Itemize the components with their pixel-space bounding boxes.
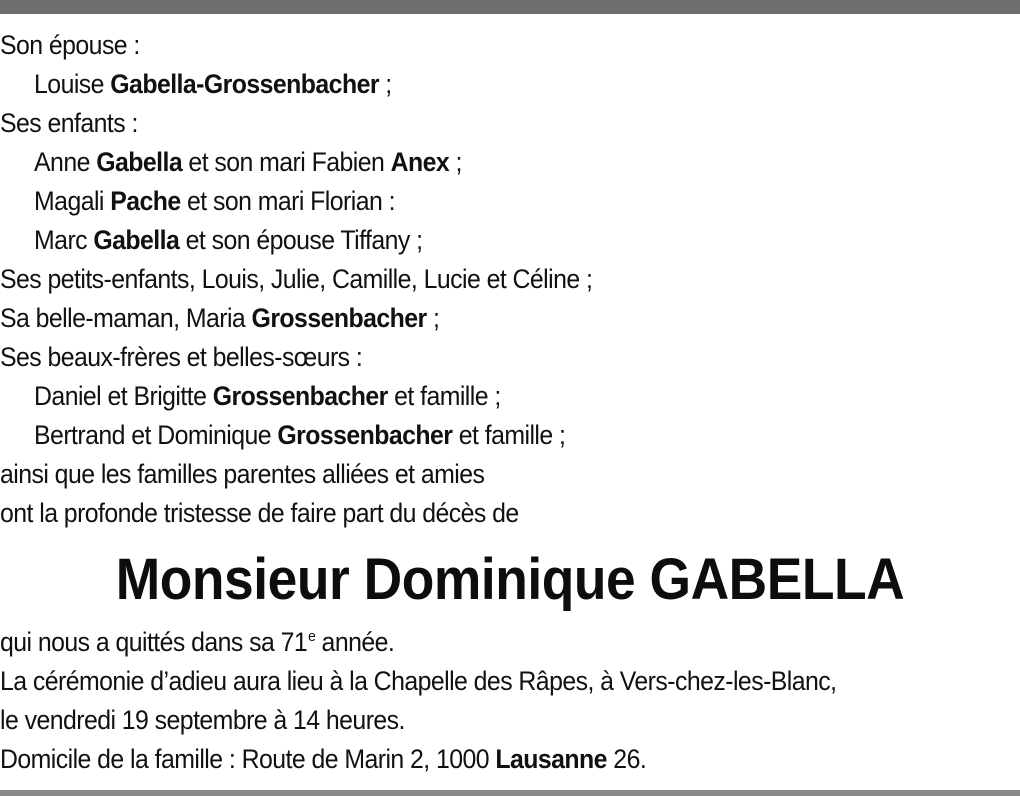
top-rule xyxy=(0,0,1020,14)
first-name: Louise xyxy=(34,69,111,99)
announcement-text: ont la profonde tristesse de faire part du décès de xyxy=(0,498,519,528)
surname: Grossenbacher xyxy=(277,420,453,450)
extended-family-text: ainsi que les familles parentes alliées et amies xyxy=(0,459,485,489)
line-suffix: et famille ; xyxy=(387,381,501,411)
ceremony-date-line xyxy=(0,701,938,740)
ordinal-suffix: e xyxy=(308,628,316,645)
ceremony-line xyxy=(0,662,938,701)
surname: Gabella xyxy=(96,147,183,177)
grandchildren-text: Ses petits-enfants, Louis, Julie, Camille, Lucie et Céline ; xyxy=(0,264,593,294)
first-name: Anne xyxy=(34,147,97,177)
family-line-magali xyxy=(0,182,938,221)
family-line-spouse xyxy=(0,65,938,104)
spouse-heading-text: Son épouse : xyxy=(0,30,140,60)
in-laws-heading xyxy=(0,338,938,377)
extended-family-line xyxy=(0,455,938,494)
relation-text: et son mari Fabien xyxy=(182,147,391,177)
line-suffix: ; xyxy=(378,69,392,99)
bottom-rule xyxy=(0,790,1020,796)
age-line xyxy=(0,623,938,662)
family-line-marc xyxy=(0,221,938,260)
first-name: Magali xyxy=(34,186,111,216)
family-list xyxy=(0,26,1020,533)
surname: Gabella-Grossenbacher xyxy=(110,69,379,99)
domicile-address: Domicile de la famille : Route de Marin 2, 1000 xyxy=(0,744,496,774)
family-line-anne xyxy=(0,143,938,182)
surname: Grossenbacher xyxy=(212,381,388,411)
family-line-daniel xyxy=(0,377,938,416)
relation-text: Sa belle-maman, Maria xyxy=(0,303,252,333)
deceased-name-heading: Monsieur Dominique GABELLA xyxy=(115,547,905,612)
age-text-end: année. xyxy=(315,627,395,657)
line-suffix: et famille ; xyxy=(452,420,566,450)
age-text: qui nous a quittés dans sa 71 xyxy=(0,627,308,657)
domicile-city: Lausanne xyxy=(495,744,607,774)
ceremony-location: La cérémonie d’adieu aura lieu à la Chapelle des Râpes, à Vers-chez-les-Blanc, xyxy=(0,666,837,696)
domicile-suffix: 26. xyxy=(606,744,647,774)
line-suffix: ; xyxy=(449,147,462,177)
line-suffix: et son épouse Tiffany ; xyxy=(179,225,423,255)
surname: Pache xyxy=(110,186,181,216)
line-suffix: et son mari Florian : xyxy=(180,186,395,216)
announcement-line xyxy=(0,494,938,533)
ceremony-details xyxy=(0,623,1020,779)
ceremony-date: le vendredi 19 septembre à 14 heures. xyxy=(0,705,405,735)
first-name: Bertrand et Dominique xyxy=(34,420,278,450)
surname: Gabella xyxy=(93,225,180,255)
grandchildren-line xyxy=(0,260,938,299)
domicile-line xyxy=(0,740,938,779)
children-heading xyxy=(0,104,938,143)
family-line-bertrand xyxy=(0,416,938,455)
first-name: Daniel et Brigitte xyxy=(34,381,213,411)
line-suffix: ; xyxy=(426,303,440,333)
children-heading-text: Ses enfants : xyxy=(0,108,138,138)
in-laws-heading-text: Ses beaux-frères et belles-sœurs : xyxy=(0,342,363,372)
spouse-heading xyxy=(0,26,938,65)
surname-spouse: Anex xyxy=(390,147,450,177)
surname: Grossenbacher xyxy=(251,303,427,333)
mother-in-law-line xyxy=(0,299,938,338)
first-name: Marc xyxy=(34,225,94,255)
